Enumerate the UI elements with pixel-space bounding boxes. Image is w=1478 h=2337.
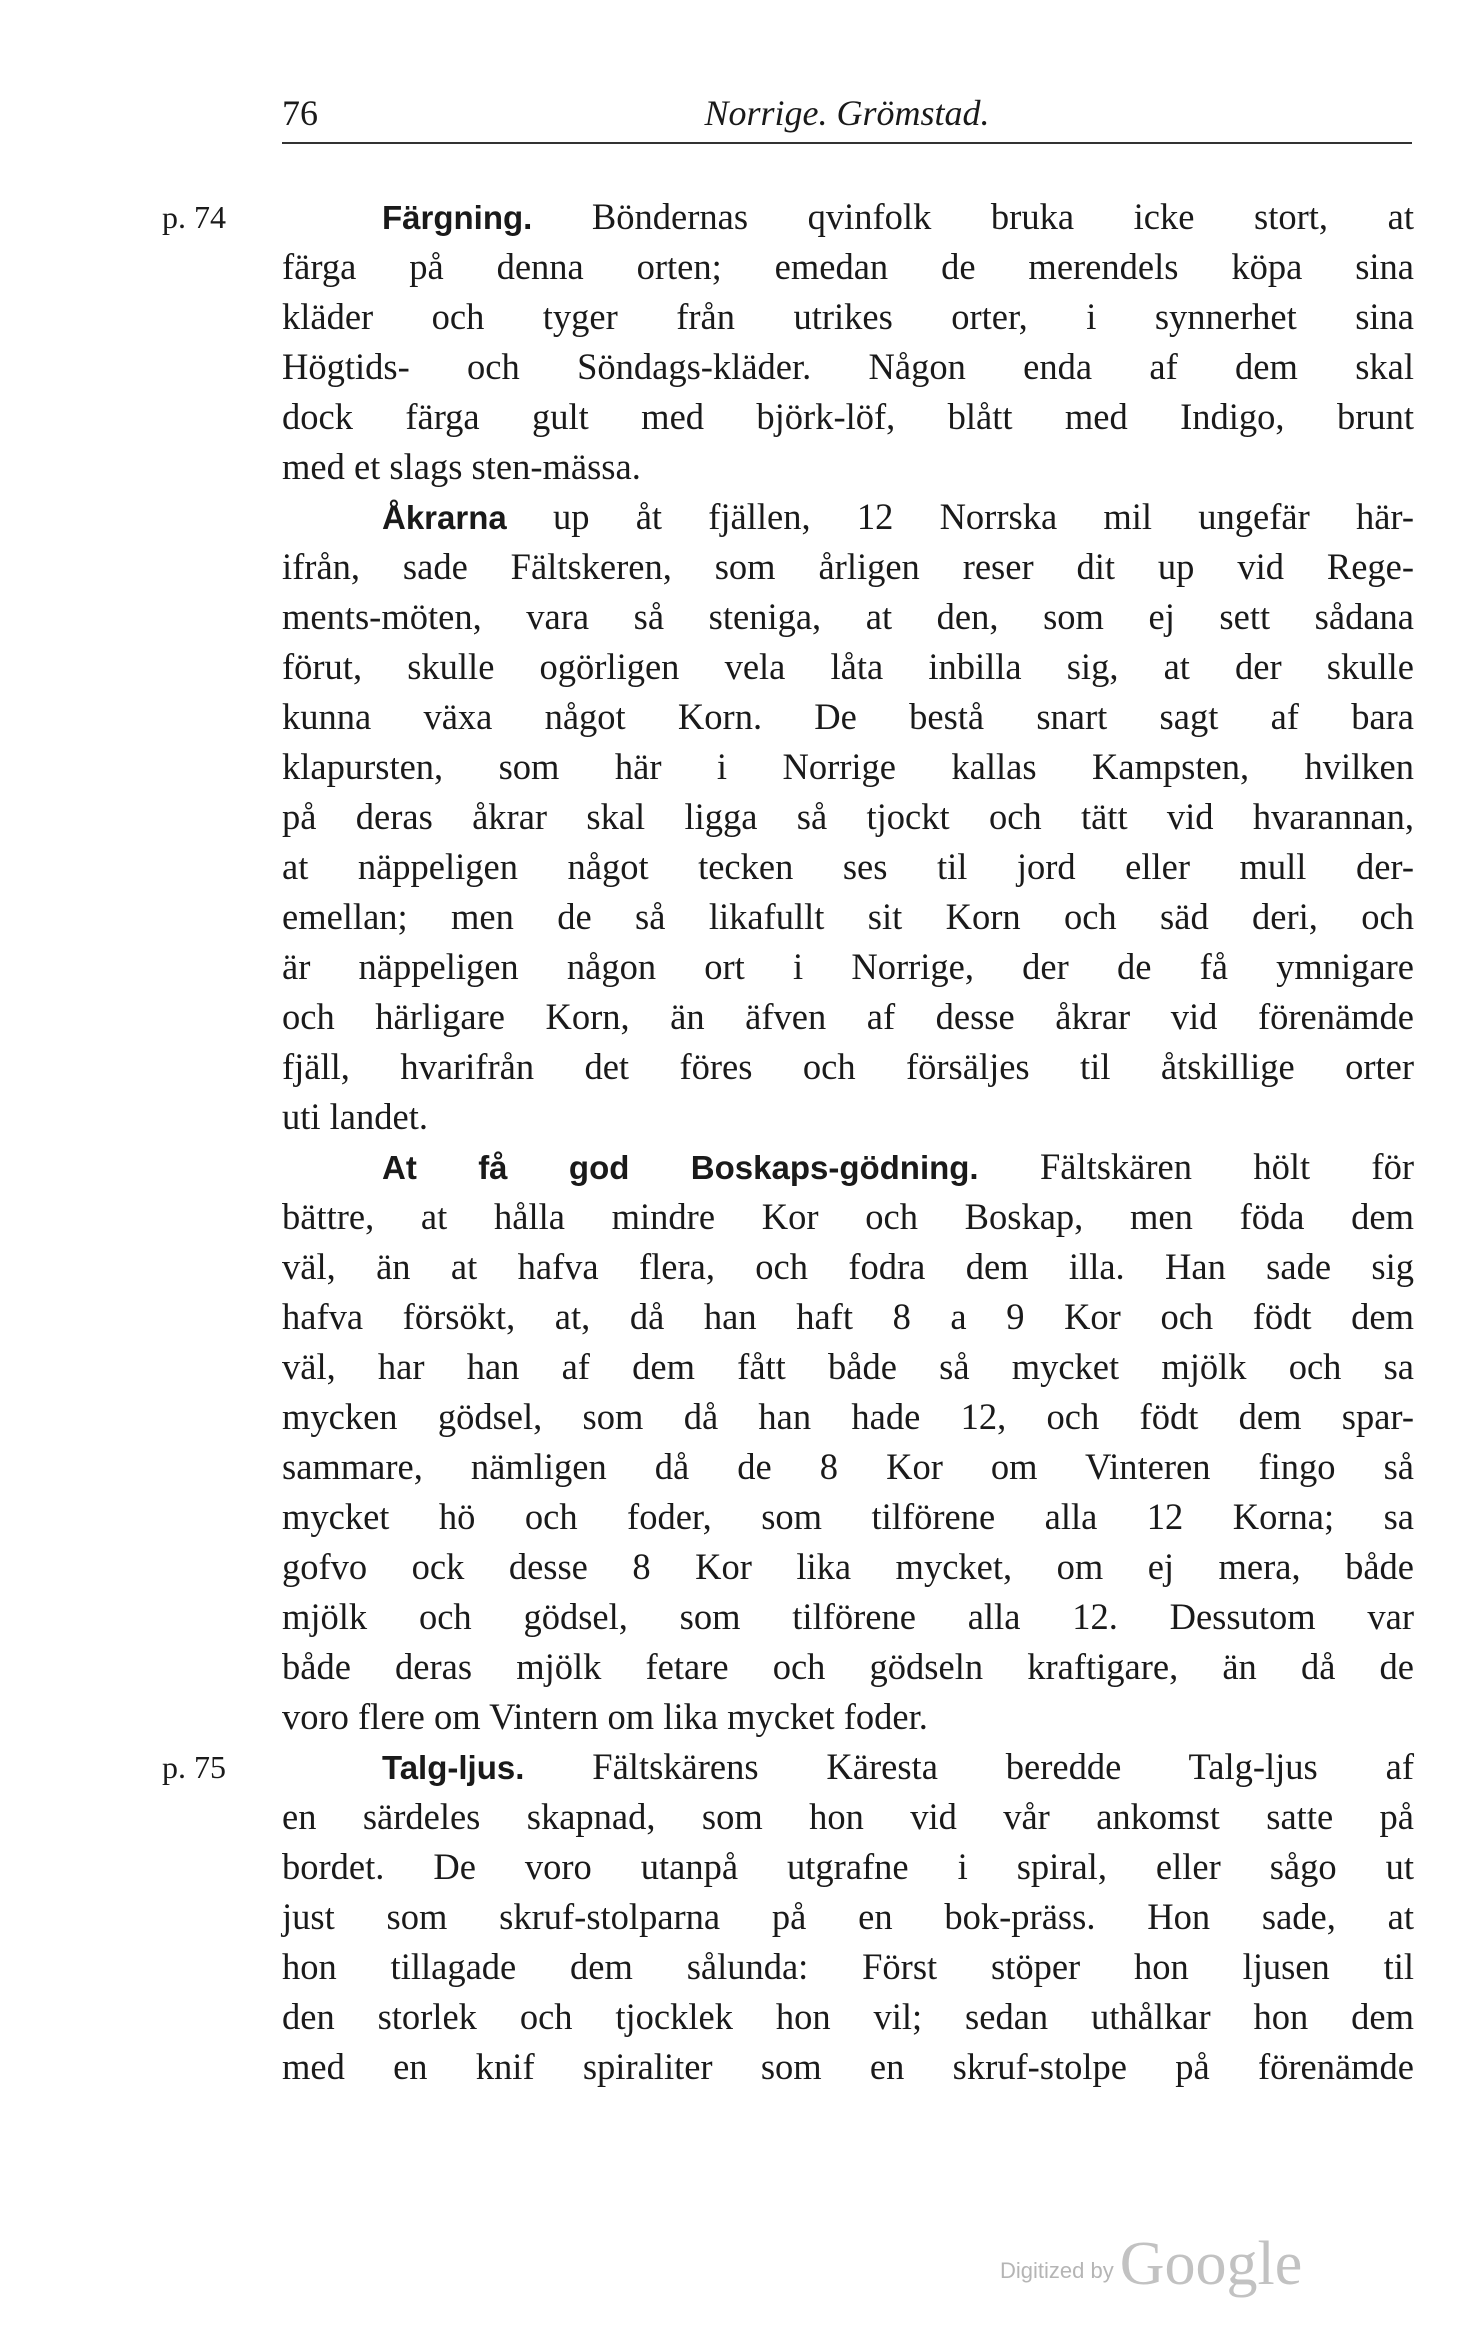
text-line: och härligare Korn, än äfven af desse åkrar vid förenämde — [282, 996, 1414, 1037]
text-line: uti landet. — [282, 1096, 428, 1137]
text-line: väl, har han af dem fått både så mycket mjölk och sa — [282, 1346, 1414, 1387]
text-line: just som skruf-stolparna på en bok-präss. Hon sade, at — [282, 1896, 1414, 1937]
text-line: med et slags sten-mässa. — [282, 446, 641, 487]
text-line: färga på denna orten; emedan de merendels köpa sina — [282, 246, 1414, 287]
text-line: både deras mjölk fetare och gödseln kraftigare, än då de — [282, 1646, 1414, 1687]
section-fargning — [162, 192, 1414, 492]
text-line: på deras åkrar skal ligga så tjockt och tätt vid hvarannan, — [282, 796, 1414, 837]
text-line: Färgning. Böndernas qvinfolk bruka icke stort, at — [382, 196, 1414, 237]
text-line: ifrån, sade Fältskeren, som årligen reser dit up vid Rege- — [282, 546, 1414, 587]
text-line: ments-möten, vara så steniga, at den, som ej sett sådana — [282, 596, 1414, 637]
text-line: är näppeligen någon ort i Norrige, der de få ymnigare — [282, 946, 1414, 987]
section-heading: Färgning. — [382, 199, 533, 236]
section-heading: At få god Boskaps-gödning. — [382, 1149, 979, 1186]
text-line: emellan; men de så likafullt sit Korn och säd deri, och — [282, 896, 1414, 937]
section-akrarna — [282, 492, 1414, 1142]
text-line: mycken gödsel, som då han hade 12, och födt dem spar- — [282, 1396, 1414, 1437]
text-line: bättre, at hålla mindre Kor och Boskap, men föda dem — [282, 1196, 1414, 1237]
body-text — [162, 192, 1414, 2092]
section-talg-ljus — [162, 1742, 1414, 2092]
running-title: Norrige. Grömstad. — [704, 93, 990, 133]
text-line: mjölk och gödsel, som tilförene alla 12. Dessutom var — [282, 1596, 1414, 1637]
text-line: dock färga gult med björk-löf, blått med Indigo, brunt — [282, 396, 1414, 437]
page-header — [282, 92, 1412, 142]
text-line: hafva försökt, at, då han haft 8 a 9 Kor och födt dem — [282, 1296, 1414, 1337]
text-line: Talg-ljus. Fältskärens Käresta beredde Talg-ljus af — [382, 1746, 1414, 1787]
text-line: väl, än at hafva flera, och fodra dem illa. Han sade sig — [282, 1246, 1414, 1287]
text-line: At få god Boskaps-gödning. Fältskären hölt för — [382, 1146, 1414, 1187]
text-line: voro flere om Vintern om lika mycket foder. — [282, 1696, 928, 1737]
text-line: Högtids- och Söndags-kläder. Någon enda af dem skal — [282, 346, 1414, 387]
digitized-watermark — [1000, 2230, 1303, 2298]
text-line: förut, skulle ogörligen vela låta inbilla sig, at der skulle — [282, 646, 1414, 687]
text-line: gofvo ock desse 8 Kor lika mycket, om ej mera, både — [282, 1546, 1414, 1587]
watermark-prefix: Digitized by — [1000, 2258, 1114, 2283]
text-line: Åkrarna up åt fjällen, 12 Norrska mil ungefär här- — [382, 496, 1414, 537]
page-number: 76 — [282, 93, 318, 133]
margin-note: p. 74 — [162, 199, 226, 235]
text-line: hon tillagade dem sålunda: Först stöper hon ljusen til — [282, 1946, 1414, 1987]
margin-note: p. 75 — [162, 1749, 226, 1785]
section-heading: Åkrarna — [382, 499, 507, 536]
text-line: at näppeligen något tecken ses til jord eller mull der- — [282, 846, 1414, 887]
text-line: kunna växa något Korn. De bestå snart sagt af bara — [282, 696, 1414, 737]
text-line: fjäll, hvarifrån det föres och försäljes til åtskillige orter — [282, 1046, 1414, 1087]
text-line: sammare, nämligen då de 8 Kor om Vinteren fingo så — [282, 1446, 1414, 1487]
section-boskaps-godning — [282, 1142, 1414, 1742]
text-line: den storlek och tjocklek hon vil; sedan uthålkar hon dem — [282, 1996, 1414, 2037]
google-logo: Google — [1119, 2230, 1303, 2298]
text-line: kläder och tyger från utrikes orter, i synnerhet sina — [282, 296, 1414, 337]
text-line: mycket hö och foder, som tilförene alla 12 Korna; sa — [282, 1496, 1414, 1537]
text-line: en särdeles skapnad, som hon vid vår ankomst satte på — [282, 1796, 1414, 1837]
section-heading: Talg-ljus. — [382, 1749, 525, 1786]
header-rule — [282, 142, 1412, 144]
text-line: klapursten, som här i Norrige kallas Kampsten, hvilken — [282, 746, 1414, 787]
text-line: bordet. De voro utanpå utgrafne i spiral, eller sågo ut — [282, 1846, 1414, 1887]
text-line: med en knif spiraliter som en skruf-stolpe på förenämde — [282, 2046, 1414, 2087]
